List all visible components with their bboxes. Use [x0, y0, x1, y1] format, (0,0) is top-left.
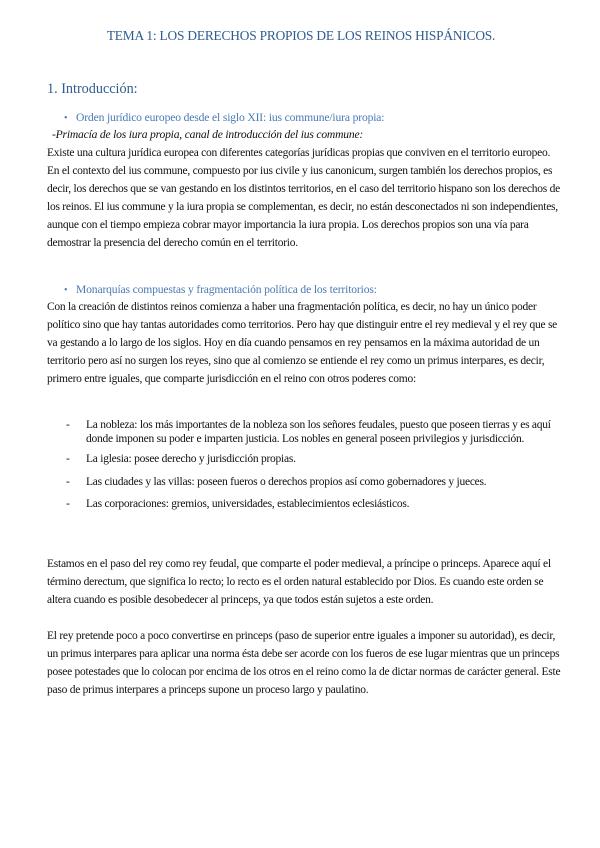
- document-title: TEMA 1: LOS DERECHOS PROPIOS DE LOS REINOS HISPÁNICOS.: [106, 28, 496, 43]
- dash-bullet: -: [66, 475, 70, 488]
- paragraph-fragmentacion: Con la creación de distintos reinos comienza a haber una fragmentación política, es decir, no hay un único poder político sino que hay tantas autoridades como territorios. Pero hay que distinguir entre el rey medieval y el rey que se va gestando a lo largo de los siglos. Hoy en día cuando pensamos en rey pensamos en la máxima autoridad de un territorio pero así no surgen los reyes, sino que al comienzo se entiende el rey como un primus interpares, es decir, primero entre iguales, que comparte jurisdicción en el reino con otros poderes como:: [47, 301, 558, 386]
- section-heading-introduccion: 1. Introducción:: [47, 81, 138, 97]
- paragraph-princeps: Estamos en el paso del rey como rey feudal, que comparte el poder medieval, a príncipe o princeps. Aparece aquí el término derectum, que significa lo recto; lo recto es el orden natural establecido por Dios. Es cuando este orden se altera cuando es posible desobedecer al princeps, ya que todos están sujetos a este orden.: [47, 558, 551, 607]
- subheading-monarquias: [64, 283, 377, 298]
- paragraph-ius-commune: Existe una cultura jurídica europea con diferentes categorías jurídicas propias que conviven en el territorio europeo. En el contexto del ius commune, compuesto por ius civile y ius canonicum, surgen también los derechos propios, es decir, los derechos que se van gestando en los distintos territorios, en el caso del territorio hispano son los derechos de los reinos. El ius commune y la iura propia se complementan, es decir, no están desconectados ni son independientes, aunque con el tiempo empieza cobrar mayor importancia la iura propia. Los derechos propios son una vía para demostrar la presencia del derecho común en el territorio.: [47, 147, 560, 250]
- italic-subtitle: -Primacía de los iura propia, canal de introducción del ius commune:: [52, 128, 364, 141]
- powers-list: [66, 418, 569, 511]
- list-item: [66, 418, 569, 446]
- list-item-text: La iglesia: posee derecho y jurisdicción propias.: [86, 453, 296, 466]
- dash-bullet: -: [66, 453, 70, 466]
- bullet-icon: •: [64, 285, 68, 296]
- dash-bullet: -: [66, 419, 70, 431]
- list-item-text: La nobleza: los más importantes de la nobleza son los señores feudales, puesto que poseen tierras y es aquí donde imponen su poder e imparten justicia. Los nobles en general poseen privilegios y jurisdicción.: [86, 419, 551, 446]
- dash-bullet: -: [66, 497, 70, 510]
- paragraph-primus-interpares: El rey pretende poco a poco convertirse en princeps (paso de superior entre iguales a imponer su autoridad), es decir, un primus interpares para aplicar una norma ésta debe ser acorde con los fueros de ese lugar mientras que un princeps posee potestades que lo colocan por encima de los otros en el reino como la de dictar normas de carácter general. Este paso de primus interpares a princeps supone un proceso largo y paulatino.: [47, 630, 561, 697]
- subheading-orden-juridico: [64, 111, 384, 126]
- subheading-text: Orden jurídico europeo desde el siglo XII: ius commune/iura propia:: [76, 111, 385, 124]
- bullet-icon: •: [64, 113, 68, 124]
- list-item: [66, 452, 569, 466]
- subheading-text: Monarquías compuestas y fragmentación política de los territorios:: [76, 283, 377, 296]
- list-item-text: Las corporaciones: gremios, universidades, establecimientos eclesiásticos.: [86, 497, 410, 510]
- list-item: [66, 475, 569, 489]
- list-item-text: Las ciudades y las villas: poseen fueros o derechos propios así como gobernadores y jueces.: [86, 475, 487, 488]
- list-item: [66, 497, 569, 511]
